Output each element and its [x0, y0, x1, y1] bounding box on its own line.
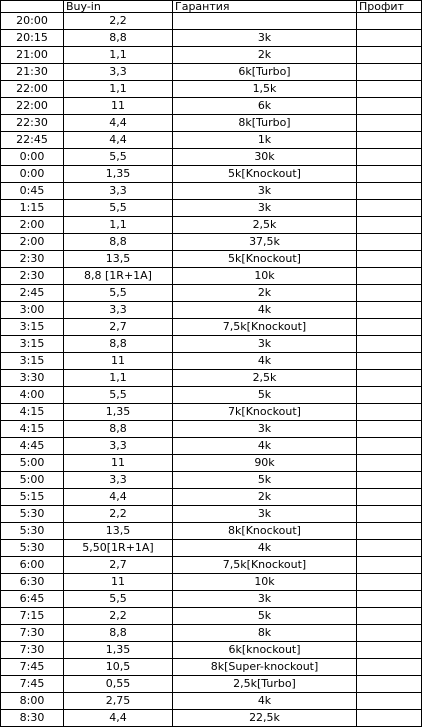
buy-in-cell[interactable]: 8,8 [1R+1A] [64, 268, 173, 285]
profit-cell[interactable] [357, 30, 422, 47]
guarantee-cell[interactable]: 4k [173, 353, 357, 370]
profit-cell[interactable] [357, 676, 422, 693]
time-cell[interactable]: 4:00 [1, 387, 64, 404]
profit-cell[interactable] [357, 438, 422, 455]
time-cell[interactable]: 2:30 [1, 251, 64, 268]
guarantee-cell[interactable]: 7,5k[Knockout] [173, 319, 357, 336]
table-row [1, 659, 422, 676]
table-row [1, 183, 422, 200]
guarantee-cell[interactable]: 22,5k [173, 710, 357, 727]
profit-cell[interactable] [357, 472, 422, 489]
buy-in-cell[interactable]: 8,8 [64, 234, 173, 251]
time-cell[interactable]: 5:00 [1, 455, 64, 472]
time-cell[interactable]: 4:45 [1, 438, 64, 455]
guarantee-cell[interactable]: 3k [173, 421, 357, 438]
table-row [1, 251, 422, 268]
profit-cell[interactable] [357, 183, 422, 200]
time-cell[interactable]: 22:30 [1, 115, 64, 132]
guarantee-cell[interactable]: 6k[Turbo] [173, 64, 357, 81]
guarantee-cell[interactable]: 2,5k [173, 217, 357, 234]
buy-in-cell[interactable]: 5,50[1R+1A] [64, 540, 173, 557]
time-cell[interactable]: 4:15 [1, 421, 64, 438]
header-time[interactable] [1, 1, 64, 13]
buy-in-cell[interactable]: 3,3 [64, 472, 173, 489]
time-cell[interactable]: 20:15 [1, 30, 64, 47]
guarantee-cell[interactable]: 5k [173, 387, 357, 404]
buy-in-cell[interactable]: 1,35 [64, 166, 173, 183]
profit-cell[interactable] [357, 200, 422, 217]
time-cell[interactable]: 20:00 [1, 13, 64, 30]
table-row [1, 523, 422, 540]
table-row [1, 489, 422, 506]
table-row [1, 166, 422, 183]
profit-cell[interactable] [357, 625, 422, 642]
table-row [1, 387, 422, 404]
guarantee-cell[interactable]: 6k [173, 98, 357, 115]
buy-in-cell[interactable]: 5,5 [64, 387, 173, 404]
buy-in-cell[interactable]: 2,2 [64, 506, 173, 523]
time-cell[interactable]: 5:00 [1, 472, 64, 489]
profit-cell[interactable] [357, 659, 422, 676]
guarantee-cell[interactable]: 8k[Super-knockout] [173, 659, 357, 676]
table-row [1, 455, 422, 472]
profit-cell[interactable] [357, 608, 422, 625]
time-cell[interactable]: 8:00 [1, 693, 64, 710]
guarantee-cell[interactable]: 8k[Knockout] [173, 523, 357, 540]
time-cell[interactable]: 21:30 [1, 64, 64, 81]
table-row [1, 115, 422, 132]
guarantee-cell[interactable]: 5k [173, 608, 357, 625]
table-row [1, 353, 422, 370]
guarantee-cell[interactable]: 1k [173, 132, 357, 149]
profit-cell[interactable] [357, 132, 422, 149]
table-row [1, 574, 422, 591]
time-cell[interactable]: 5:30 [1, 540, 64, 557]
table-row [1, 506, 422, 523]
profit-cell[interactable] [357, 81, 422, 98]
table-row [1, 710, 422, 727]
profit-cell[interactable] [357, 540, 422, 557]
guarantee-cell[interactable]: 10k [173, 268, 357, 285]
guarantee-cell[interactable]: 8k [173, 625, 357, 642]
buy-in-cell[interactable]: 8,8 [64, 421, 173, 438]
guarantee-cell[interactable] [173, 13, 357, 30]
time-cell[interactable]: 22:00 [1, 81, 64, 98]
time-cell[interactable]: 22:00 [1, 98, 64, 115]
buy-in-cell[interactable]: 2,2 [64, 13, 173, 30]
guarantee-cell[interactable]: 2,5k [173, 370, 357, 387]
table-row [1, 625, 422, 642]
buy-in-cell[interactable]: 0,55 [64, 676, 173, 693]
buy-in-cell[interactable]: 5,5 [64, 149, 173, 166]
time-cell[interactable]: 0:45 [1, 183, 64, 200]
profit-cell[interactable] [357, 693, 422, 710]
time-cell[interactable]: 3:30 [1, 370, 64, 387]
guarantee-cell[interactable]: 90k [173, 455, 357, 472]
table-row [1, 13, 422, 30]
table-row [1, 149, 422, 166]
guarantee-cell[interactable]: 1,5k [173, 81, 357, 98]
guarantee-cell[interactable]: 5k[Knockout] [173, 166, 357, 183]
time-cell[interactable]: 7:45 [1, 659, 64, 676]
time-cell[interactable]: 22:45 [1, 132, 64, 149]
buy-in-cell[interactable]: 11 [64, 455, 173, 472]
table-row [1, 132, 422, 149]
buy-in-cell[interactable]: 13,5 [64, 523, 173, 540]
buy-in-cell[interactable]: 8,8 [64, 625, 173, 642]
guarantee-cell[interactable]: 3k [173, 506, 357, 523]
guarantee-cell[interactable]: 5k[Knockout] [173, 251, 357, 268]
profit-cell[interactable] [357, 268, 422, 285]
table-row [1, 285, 422, 302]
table-row [1, 234, 422, 251]
buy-in-cell[interactable]: 3,3 [64, 64, 173, 81]
buy-in-cell[interactable]: 11 [64, 353, 173, 370]
buy-in-cell[interactable]: 11 [64, 98, 173, 115]
buy-in-cell[interactable]: 4,4 [64, 132, 173, 149]
buy-in-cell[interactable]: 10,5 [64, 659, 173, 676]
table-row [1, 319, 422, 336]
time-cell[interactable]: 2:00 [1, 234, 64, 251]
guarantee-cell[interactable]: 3k [173, 183, 357, 200]
profit-cell[interactable] [357, 642, 422, 659]
table-row [1, 47, 422, 64]
profit-cell[interactable] [357, 574, 422, 591]
table-row [1, 608, 422, 625]
profit-cell[interactable] [357, 710, 422, 727]
profit-cell[interactable] [357, 98, 422, 115]
buy-in-cell[interactable]: 2,2 [64, 608, 173, 625]
guarantee-cell[interactable]: 4k [173, 302, 357, 319]
time-cell[interactable]: 7:45 [1, 676, 64, 693]
table-row [1, 591, 422, 608]
table-row [1, 438, 422, 455]
table-row [1, 217, 422, 234]
table-row [1, 268, 422, 285]
buy-in-cell[interactable]: 1,1 [64, 370, 173, 387]
profit-cell[interactable] [357, 217, 422, 234]
guarantee-cell[interactable]: 2k [173, 285, 357, 302]
table-row [1, 98, 422, 115]
table-row [1, 370, 422, 387]
buy-in-cell[interactable]: 4,4 [64, 115, 173, 132]
time-cell[interactable]: 3:15 [1, 319, 64, 336]
profit-cell[interactable] [357, 115, 422, 132]
buy-in-cell[interactable]: 11 [64, 574, 173, 591]
header-profit[interactable]: Профит [357, 1, 422, 13]
table-body [1, 13, 422, 727]
buy-in-cell[interactable]: 8,8 [64, 336, 173, 353]
buy-in-cell[interactable]: 3,3 [64, 183, 173, 200]
time-cell[interactable]: 2:00 [1, 217, 64, 234]
profit-cell[interactable] [357, 506, 422, 523]
table-row [1, 200, 422, 217]
table-row [1, 302, 422, 319]
buy-in-cell[interactable]: 5,5 [64, 285, 173, 302]
guarantee-cell[interactable]: 5k [173, 472, 357, 489]
time-cell[interactable]: 0:00 [1, 166, 64, 183]
time-cell[interactable]: 5:30 [1, 506, 64, 523]
profit-cell[interactable] [357, 455, 422, 472]
time-cell[interactable]: 3:15 [1, 353, 64, 370]
buy-in-cell[interactable]: 4,4 [64, 710, 173, 727]
guarantee-cell[interactable]: 3k [173, 336, 357, 353]
profit-cell[interactable] [357, 557, 422, 574]
table-row [1, 81, 422, 98]
time-cell[interactable]: 5:30 [1, 523, 64, 540]
time-cell[interactable]: 4:15 [1, 404, 64, 421]
header-row [1, 1, 422, 13]
time-cell[interactable]: 3:00 [1, 302, 64, 319]
table-row [1, 336, 422, 353]
buy-in-cell[interactable]: 2,7 [64, 319, 173, 336]
table-row [1, 557, 422, 574]
profit-cell[interactable] [357, 166, 422, 183]
buy-in-cell[interactable]: 13,5 [64, 251, 173, 268]
table-row [1, 676, 422, 693]
buy-in-cell[interactable]: 8,8 [64, 30, 173, 47]
guarantee-cell[interactable]: 3k [173, 30, 357, 47]
guarantee-cell[interactable]: 3k [173, 591, 357, 608]
time-cell[interactable]: 2:45 [1, 285, 64, 302]
time-cell[interactable]: 0:00 [1, 149, 64, 166]
time-cell[interactable]: 6:30 [1, 574, 64, 591]
guarantee-cell[interactable]: 10k [173, 574, 357, 591]
table-header [1, 1, 422, 13]
guarantee-cell[interactable]: 8k[Turbo] [173, 115, 357, 132]
time-cell[interactable]: 7:30 [1, 625, 64, 642]
profit-cell[interactable] [357, 302, 422, 319]
profit-cell[interactable] [357, 234, 422, 251]
profit-cell[interactable] [357, 421, 422, 438]
time-cell[interactable]: 7:30 [1, 642, 64, 659]
profit-cell[interactable] [357, 149, 422, 166]
table-row [1, 642, 422, 659]
guarantee-cell[interactable]: 4k [173, 438, 357, 455]
table-row [1, 421, 422, 438]
profit-cell[interactable] [357, 523, 422, 540]
header-buy-in[interactable]: Buy-in [64, 1, 173, 13]
buy-in-cell[interactable]: 5,5 [64, 200, 173, 217]
buy-in-cell[interactable]: 1,35 [64, 404, 173, 421]
time-cell[interactable]: 21:00 [1, 47, 64, 64]
profit-cell[interactable] [357, 336, 422, 353]
profit-cell[interactable] [357, 353, 422, 370]
buy-in-cell[interactable]: 3,3 [64, 438, 173, 455]
time-cell[interactable]: 8:30 [1, 710, 64, 727]
time-cell[interactable]: 2:30 [1, 268, 64, 285]
guarantee-cell[interactable]: 2,5k[Turbo] [173, 676, 357, 693]
time-cell[interactable]: 1:15 [1, 200, 64, 217]
table-row [1, 693, 422, 710]
guarantee-cell[interactable]: 2k [173, 47, 357, 64]
guarantee-cell[interactable]: 6k[knockout] [173, 642, 357, 659]
table-row [1, 64, 422, 81]
profit-cell[interactable] [357, 285, 422, 302]
table-row [1, 540, 422, 557]
profit-cell[interactable] [357, 13, 422, 30]
table-row [1, 472, 422, 489]
guarantee-cell[interactable]: 2k [173, 489, 357, 506]
buy-in-cell[interactable]: 3,3 [64, 302, 173, 319]
profit-cell[interactable] [357, 370, 422, 387]
guarantee-cell[interactable]: 7,5k[Knockout] [173, 557, 357, 574]
profit-cell[interactable] [357, 251, 422, 268]
guarantee-cell[interactable]: 3k [173, 200, 357, 217]
time-cell[interactable]: 6:45 [1, 591, 64, 608]
buy-in-cell[interactable]: 1,1 [64, 47, 173, 64]
time-cell[interactable]: 3:15 [1, 336, 64, 353]
buy-in-cell[interactable]: 5,5 [64, 591, 173, 608]
buy-in-cell[interactable]: 4,4 [64, 489, 173, 506]
table-row [1, 30, 422, 47]
profit-cell[interactable] [357, 64, 422, 81]
guarantee-cell[interactable]: 4k [173, 540, 357, 557]
buy-in-cell[interactable]: 2,75 [64, 693, 173, 710]
time-cell[interactable]: 7:15 [1, 608, 64, 625]
profit-cell[interactable] [357, 591, 422, 608]
buy-in-cell[interactable]: 1,1 [64, 81, 173, 98]
guarantee-cell[interactable]: 7k[Knockout] [173, 404, 357, 421]
profit-cell[interactable] [357, 404, 422, 421]
profit-cell[interactable] [357, 387, 422, 404]
buy-in-cell[interactable]: 1,35 [64, 642, 173, 659]
profit-cell[interactable] [357, 489, 422, 506]
time-cell[interactable]: 5:15 [1, 489, 64, 506]
header-guarantee[interactable]: Гарантия [173, 1, 357, 13]
time-cell[interactable]: 6:00 [1, 557, 64, 574]
guarantee-cell[interactable]: 4k [173, 693, 357, 710]
buy-in-cell[interactable]: 1,1 [64, 217, 173, 234]
table-row [1, 404, 422, 421]
guarantee-cell[interactable]: 30k [173, 149, 357, 166]
profit-cell[interactable] [357, 319, 422, 336]
guarantee-cell[interactable]: 37,5k [173, 234, 357, 251]
profit-cell[interactable] [357, 47, 422, 64]
buy-in-cell[interactable]: 2,7 [64, 557, 173, 574]
